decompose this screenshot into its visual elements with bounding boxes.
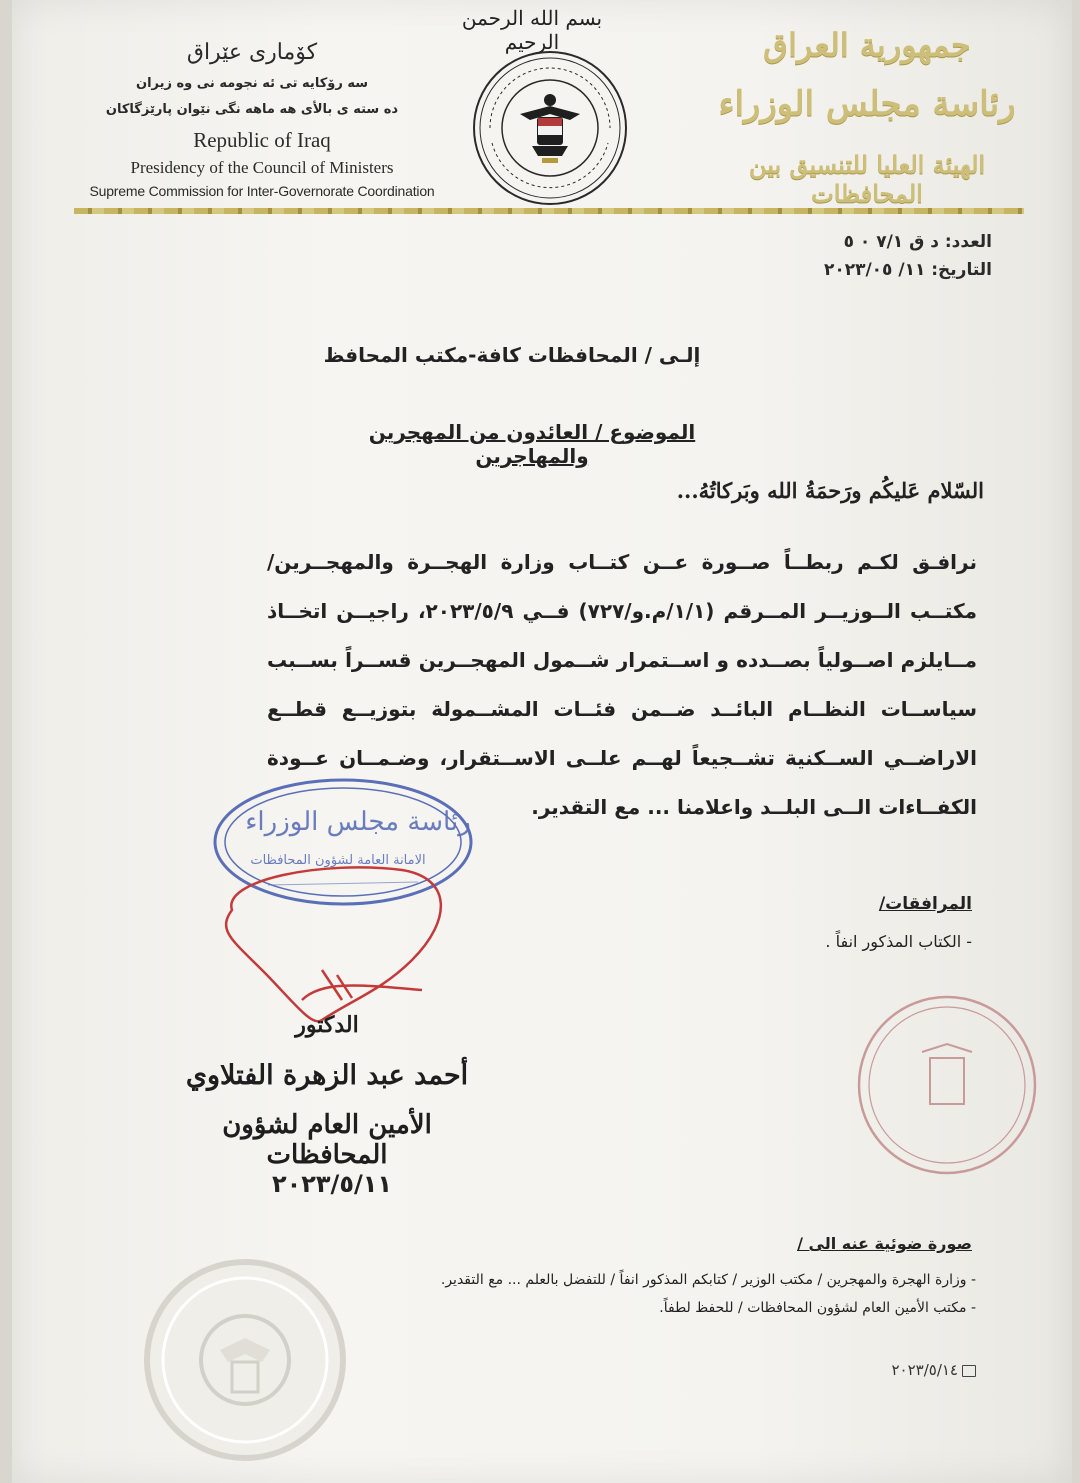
reference-date: التاريخ: ١١/ ٢٠٢٣/٠٥ [823,260,992,280]
signer-title: الدكتور [295,1012,359,1038]
computer-icon [962,1365,976,1377]
arabic-republic: جمهورية العراق [763,26,971,64]
recipient-line: إلـى / المحافظات كافة-مكتب المحافظ [323,343,701,367]
attachments-heading: المرافقات/ [878,894,972,914]
english-commission: Supreme Commission for Inter-Governorate Coordination [89,183,435,199]
red-circular-stamp [852,990,1032,1180]
arabic-commission: الهيئة العليا للتنسيق بين المحافظات [748,150,986,208]
kurdish-line-1: سه رۆكایه تی ئه نجومه نی وه زیران [135,76,369,91]
english-presidency: Presidency of the Council of Ministers [130,158,394,177]
signer-name: أحمد عبد الزهرة الفتلاوي [185,1060,469,1091]
embossed-seal [140,1250,350,1470]
footer-date: ٢٠٢٣/٥/١٤ [891,1361,958,1379]
attachments-item: - الكتاب المذكور انفاً . [825,932,972,951]
subject-line: الموضوع / العائدون من المهجرين والمهاجرين [368,420,696,468]
kurdish-line-2: ده سته ی بالأی هه ماهه نگی نێوان پارێزگاكان [105,102,399,117]
copies-heading: صورة ضوئية عنه الى / [797,1234,972,1253]
stamp-line-2: الامانة العامة لشؤون المحافظات [250,853,426,868]
copies-item-2: - مكتب الأمين العام لشؤون المحافظات / للحفظ لطفاً. [659,1300,976,1316]
iraq-emblem-seal [470,48,630,208]
bismillah: بسم الله الرحمن الرحيم [461,6,603,54]
signature-date: ٢٠٢٣/٥/١١ [271,1170,393,1198]
signer-position: الأمين العام لشؤون المحافظات [222,1110,432,1170]
kurdish-title: كۆماری عێراق [186,40,318,65]
body-paragraph: نرافـق لكـم ربطــاً صــورة عــن كتــاب وزارة الهجــرة والمهجــرين/مكتــب الــوزيــر المــرقم (١/١/م.و/٧٢٧) فــي ٢٠٢٣/٥/٩، راجيــن اتخــاذ مــايلزم اصــولياً بصــدده و اســتمرار شــمول المهجــرين قســراً بســبب سياســات النظــام البائــد ضــمن فئــات المشــمولة بتوزيــع قطــع الاراضــي الســكنية تشــجيعاً لهــم علــى الاســتقرار، وضـمــان عــودة الكفــاءات الــى البلــد واعلامنا ... مع التقدير. [267,550,977,819]
reference-number: العدد: د ق ٧/١ ٠ ٥ [843,232,992,252]
arabic-presidency: رئاسة مجلس الوزراء [718,84,1016,124]
greeting: السّلام عَليكُم ورَحمَةُ الله وبَركاتُهُ... [676,478,984,503]
footer-date-row [891,1361,976,1379]
header-divider [74,208,1024,214]
english-republic: Republic of Iraq [193,128,331,152]
letter-paper [12,0,1072,1483]
copies-item-1: - وزارة الهجرة والمهجرين / مكتب الوزير / كتابكم المذكور انفاً / للتفضل بالعلم ... مع التقدير. [440,1272,976,1288]
stamp-line-1: رئاسة مجلس الوزراء [245,807,471,837]
